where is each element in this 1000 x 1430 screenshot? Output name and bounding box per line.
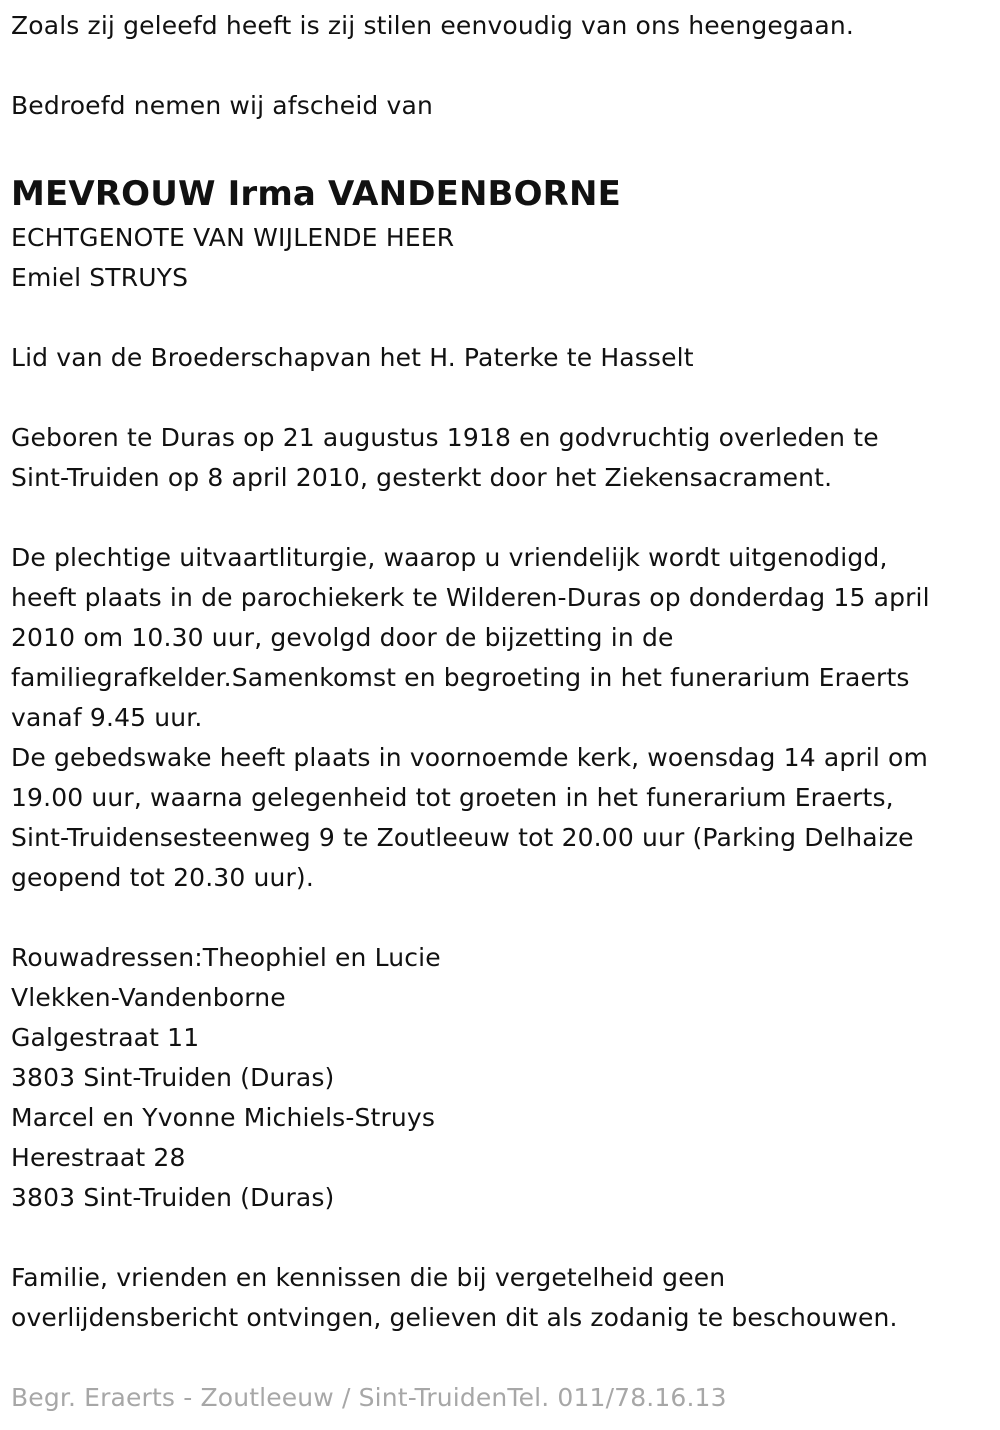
spacer	[11, 378, 996, 418]
paragraph-line: geopend tot 20.30 uur).	[11, 863, 314, 892]
spacer	[11, 1338, 996, 1378]
intro-sentence: Zoals zij geleefd heeft is zij stilen eenvoudig van ons heengegaan.	[11, 11, 854, 40]
spacer	[11, 898, 996, 938]
address-line: 3803 Sint-Truiden (Duras)	[11, 1183, 335, 1212]
farewell-sentence: Bedroefd nemen wij afscheid van	[11, 91, 433, 120]
paragraph-line: Geboren te Duras op 21 augustus 1918 en godvruchtig overleden te	[11, 423, 879, 452]
spouse-name: Emiel STRUYS	[11, 263, 189, 292]
spacer	[11, 1218, 996, 1258]
spacer	[11, 126, 996, 166]
birth-death-paragraph	[11, 418, 996, 498]
deceased-name: MEVROUW Irma VANDENBORNE	[11, 174, 621, 214]
paragraph-line: familiegrafkelder.Samenkomst en begroeting in het funerarium Eraerts	[11, 663, 910, 692]
paragraph-line: 2010 om 10.30 uur, gevolgd door de bijzetting in de	[11, 623, 674, 652]
address-line: Herestraat 28	[11, 1143, 186, 1172]
paragraph-line: vanaf 9.45 uur.	[11, 703, 203, 732]
paragraph-line: overlijdensbericht ontvingen, gelieven dit als zodanig te beschouwen.	[11, 1303, 898, 1332]
paragraph-line: Familie, vrienden en kennissen die bij vergetelheid geen	[11, 1263, 726, 1292]
address-line: Vlekken-Vandenborne	[11, 983, 286, 1012]
funeral-paragraph	[11, 538, 996, 898]
spacer	[11, 498, 996, 538]
mourning-addresses	[11, 938, 996, 1218]
paragraph-line: Sint-Truiden op 8 april 2010, gesterkt door het Ziekensacrament.	[11, 463, 833, 492]
address-line: Galgestraat 11	[11, 1023, 200, 1052]
paragraph-line: 19.00 uur, waarna gelegenheid tot groeten in het funerarium Eraerts,	[11, 783, 894, 812]
closing-paragraph	[11, 1258, 996, 1338]
paragraph-line: De plechtige uitvaartliturgie, waarop u vriendelijk wordt uitgenodigd,	[11, 543, 888, 572]
spacer	[11, 298, 996, 338]
address-line: Marcel en Yvonne Michiels-Struys	[11, 1103, 436, 1132]
paragraph-line: Sint-Truidensesteenweg 9 te Zoutleeuw tot 20.00 uur (Parking Delhaize	[11, 823, 914, 852]
obituary-notice	[11, 6, 996, 1418]
paragraph-line: heeft plaats in de parochiekerk te Wilderen-Duras op donderdag 15 april	[11, 583, 930, 612]
spacer	[11, 46, 996, 86]
address-line: 3803 Sint-Truiden (Duras)	[11, 1063, 335, 1092]
membership-line: Lid van de Broederschapvan het H. Paterke te Hasselt	[11, 343, 694, 372]
deceased-relation: ECHTGENOTE VAN WIJLENDE HEER	[11, 223, 455, 252]
funeral-home-footer: Begr. Eraerts - Zoutleeuw / Sint-TruidenTel. 011/78.16.13	[11, 1383, 727, 1412]
address-line: Rouwadressen:Theophiel en Lucie	[11, 943, 441, 972]
paragraph-line: De gebedswake heeft plaats in voornoemde kerk, woensdag 14 april om	[11, 743, 929, 772]
